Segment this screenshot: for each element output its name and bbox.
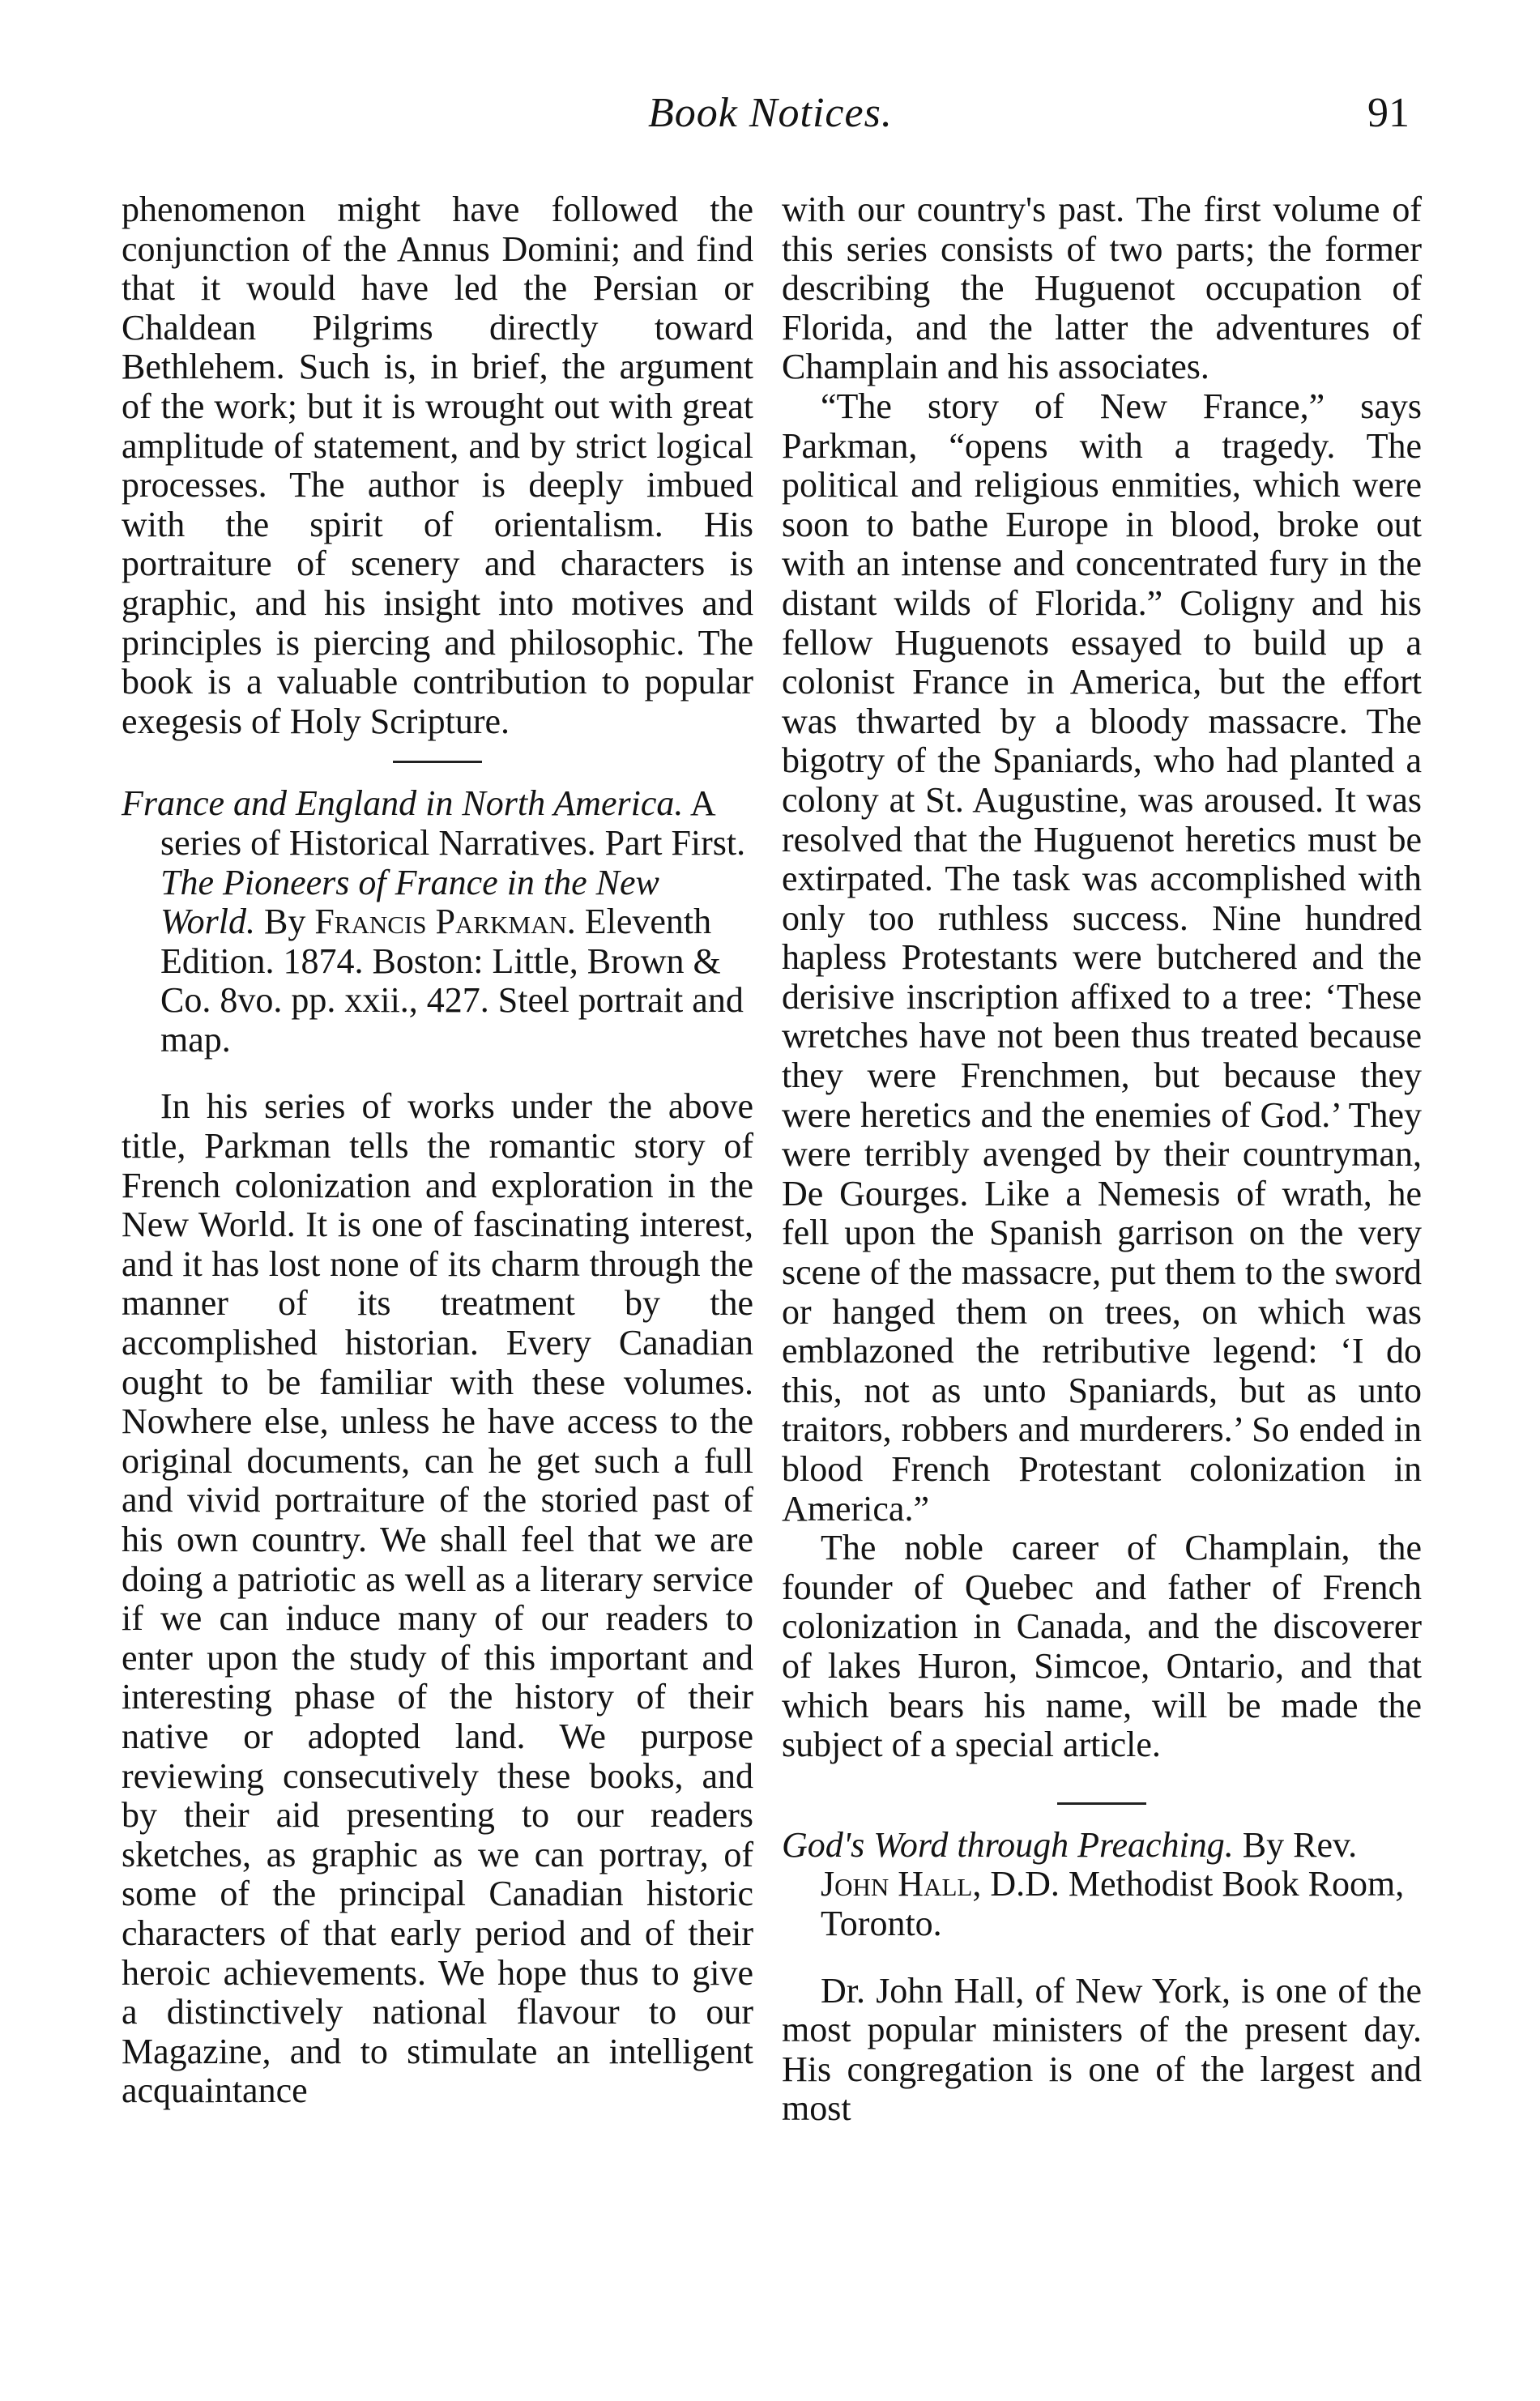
book-by: By [254, 902, 315, 942]
book-title: France and England in North America. [122, 783, 684, 824]
review-paragraph: “The story of New France,” says Parkman, “opens with a tragedy. The political and religious enmities, which were soon to bathe Europe in blood, broke out with an intense and concentrated fury in the distant wilds of Florida.” Coligny and his fellow Huguenots essayed to build up a colonist France in America, but the effort was thwarted by a bloody massacre. The bigotry of the Spaniards, who had planted a colony at St. Augustine, was aroused. It was resolved that the Huguenot heretics must be extirpated. The task was accomplished with only too ruthless success. Nine hundred hapless Protestants were butchered and the derisive inscription affixed to a tree: ‘These wretches have not been thus treated because they were Frenchmen, but because they were heretics and the enemies of God.’ They were terribly avenged by their countryman, De Gourges. Like a Nemesis of wrath, he fell upon the Spanish garrison on the very scene of the massacre, put them to the sword or hanged them on trees, on which was emblazoned the retributive legend: ‘I do this, not as unto Spaniards, but as unto traitors, robbers and murderers.’ So ended in blood French Protestant colonization in America.” [782, 386, 1422, 1529]
book-subtitle: The Pioneers of France in the New World. [160, 862, 659, 942]
review-paragraph: In his series of works under the above title, Parkman tells the romantic story of French colonization and exploration in the New World. It is one of fascinating interest, and it has lost none of its charm through the manner of its treatment by the accomplished historian. Every Canadian ought to be familiar with these volumes. Nowhere else, unless he have access to the original documents, can he get such a full and vivid portraiture of the storied past of his own country. We shall feel that we are doing a patriotic as well as a literary service if we can induce many of our readers to enter upon the study of this important and interesting phase of the history of their native or adopted land. We purpose reviewing consecutively these books, and by their aid presenting to our readers sketches, as graphic as we can portray, of some of the principal Canadian historic characters of that early period and of their heroic achievements. We hope thus to give a distinctively national flavour to our Magazine, and to stimulate an intelligent acquaintance [122, 1086, 753, 2111]
page-number: 91 [1367, 90, 1410, 136]
review-citation [782, 1826, 1422, 1944]
book-author: Francis Parkman. [314, 902, 576, 942]
review-paragraph: phenomenon might have followed the conjunction of the Annus Domini; and find that it would have led the Persian or Chaldean Pilgrims directly toward Bethlehem. Such is, in brief, the argument of the work; but it is wrought out with great amplitude of statement, and by strict logical processes. The author is deeply imbued with the spirit of orientalism. His portraiture of scenery and characters is graphic, and his insight into motives and principles is piercing and philosophic. The book is a valuable contribution to popular exegesis of Holy Scripture. [122, 190, 753, 741]
book-by: By Rev. [1233, 1824, 1358, 1865]
running-title: Book Notices. [648, 90, 893, 136]
right-column [782, 190, 1422, 2129]
book-publication: D.D. Methodist Book Room, Toronto. [821, 1864, 1405, 1943]
review-citation [122, 784, 753, 1060]
book-publication: Eleventh Edition. 1874. Boston: Little, Brown & Co. 8vo. pp. xxii., 427. Steel portrait and map. [160, 902, 744, 1060]
review-paragraph: with our country's past. The first volume of this series consists of two parts; the former describing the Huguenot occupation of Florida, and the latter the adventures of Champlain and his associates. [782, 190, 1422, 387]
section-divider [393, 761, 482, 763]
book-description: A series of Historical Narratives. Part First. [160, 783, 746, 863]
section-divider [1057, 1802, 1146, 1805]
left-column [122, 190, 753, 2111]
book-author: John Hall, [821, 1864, 982, 1904]
review-paragraph: The noble career of Champlain, the founder of Quebec and father of French colonization in Canada, and the discoverer of lakes Huron, Simcoe, Ontario, and that which bears his name, will be made the subject of a special article. [782, 1528, 1422, 1765]
review-paragraph: Dr. John Hall, of New York, is one of the most popular ministers of the present day. His congregation is one of the largest and most [782, 1970, 1422, 2129]
running-header [0, 81, 1540, 146]
book-title: God's Word through Preaching. [782, 1824, 1234, 1865]
